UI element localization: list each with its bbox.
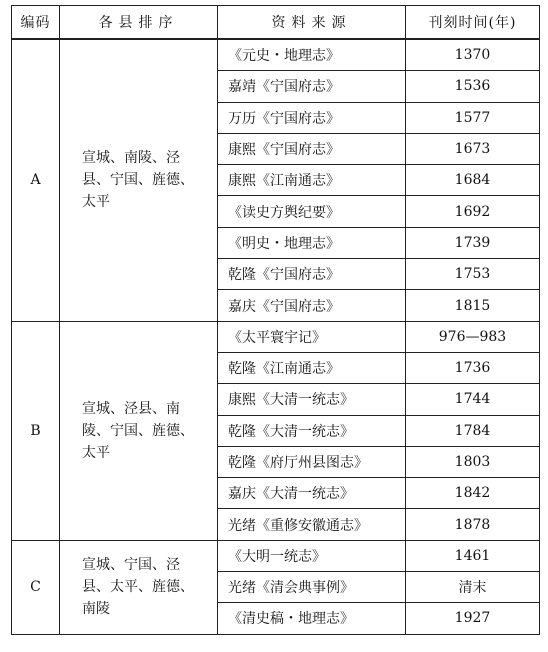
header-county-order: 各县排序 <box>60 6 218 40</box>
year-cell: 1536 <box>406 71 540 102</box>
group-code: A <box>12 39 60 321</box>
source-cell: 光绪《重修安徽通志》 <box>218 509 406 540</box>
source-cell: 康熙《大清一统志》 <box>218 384 406 415</box>
source-cell: 光绪《清会典事例》 <box>218 572 406 603</box>
year-cell: 1784 <box>406 415 540 446</box>
source-cell: 嘉靖《宁国府志》 <box>218 71 406 102</box>
group-code: B <box>12 321 60 540</box>
county-order-sources-table <box>11 5 540 635</box>
year-cell: 1815 <box>406 290 540 321</box>
group-county-order: 宣城、宁国、泾县、太平、旌德、南陵 <box>60 540 218 634</box>
year-cell: 清末 <box>406 572 540 603</box>
source-cell: 乾隆《府厅州县图志》 <box>218 446 406 477</box>
year-cell: 1927 <box>406 603 540 634</box>
source-cell: 《元史・地理志》 <box>218 39 406 71</box>
group-county-order: 宣城、泾县、南陵、宁国、旌德、太平 <box>60 321 218 540</box>
source-cell: 《太平寰宇记》 <box>218 321 406 352</box>
source-cell: 万历《宁国府志》 <box>218 102 406 133</box>
table-row <box>12 321 540 352</box>
source-cell: 康熙《江南通志》 <box>218 165 406 196</box>
table-row <box>12 39 540 71</box>
group-county-order: 宣城、南陵、泾县、宁国、旌德、太平 <box>60 39 218 321</box>
table-header <box>12 6 540 40</box>
header-code: 编码 <box>12 6 60 40</box>
year-cell: 1692 <box>406 196 540 227</box>
year-cell: 1739 <box>406 227 540 258</box>
source-cell: 《大明一统志》 <box>218 540 406 571</box>
year-cell: 976—983 <box>406 321 540 352</box>
year-cell: 1744 <box>406 384 540 415</box>
header-year: 刊刻时间(年) <box>406 6 540 40</box>
year-cell: 1461 <box>406 540 540 571</box>
source-cell: 嘉庆《大清一统志》 <box>218 478 406 509</box>
source-cell: 嘉庆《宁国府志》 <box>218 290 406 321</box>
source-cell: 《明史・地理志》 <box>218 227 406 258</box>
source-cell: 乾隆《江南通志》 <box>218 352 406 383</box>
table-body <box>12 39 540 634</box>
year-cell: 1684 <box>406 165 540 196</box>
year-cell: 1577 <box>406 102 540 133</box>
source-cell: 乾隆《大清一统志》 <box>218 415 406 446</box>
source-cell: 《清史稿・地理志》 <box>218 603 406 634</box>
group-code: C <box>12 540 60 634</box>
header-source: 资料来源 <box>218 6 406 40</box>
year-cell: 1370 <box>406 39 540 71</box>
year-cell: 1753 <box>406 259 540 290</box>
table-row <box>12 540 540 571</box>
year-cell: 1736 <box>406 352 540 383</box>
year-cell: 1878 <box>406 509 540 540</box>
source-cell: 乾隆《宁国府志》 <box>218 259 406 290</box>
year-cell: 1673 <box>406 133 540 164</box>
source-cell: 康熙《宁国府志》 <box>218 133 406 164</box>
source-cell: 《读史方舆纪要》 <box>218 196 406 227</box>
year-cell: 1803 <box>406 446 540 477</box>
year-cell: 1842 <box>406 478 540 509</box>
